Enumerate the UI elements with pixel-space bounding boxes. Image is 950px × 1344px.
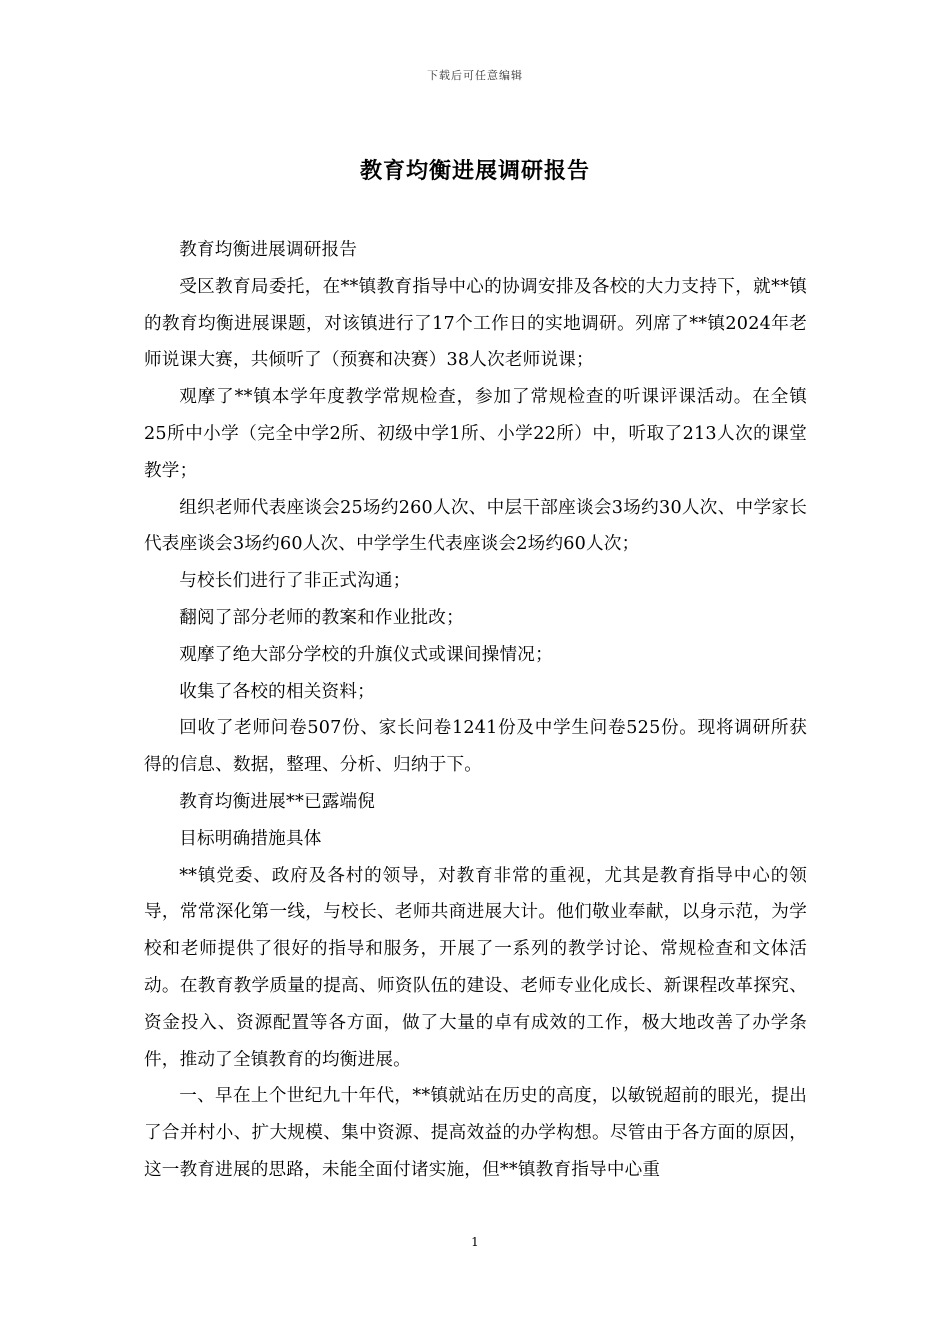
paragraph-leadership: **镇党委、政府及各村的领导，对教育非常的重视，尤其是教育指导中心的领导，常常深化第一线，与校长、老师共商进展大计。他们敬业奉献，以身示范，为学校和老师提供了很好的指导和服务，开展了一系列的教学讨论、常规检查和文体活动。在教育教学质量的提高、师资队伍的建设、老师专业化成长、新课程改革探究、资金投入、资源配置等各方面，做了大量的卓有成效的工作，极大地改善了办学条件，推动了全镇教育的均衡进展。 <box>144 865 807 1070</box>
header-note: 下载后可任意编辑 <box>427 69 523 82</box>
page-number: 1 <box>471 1235 479 1249</box>
document-title: 教育均衡进展调研报告 <box>359 158 590 184</box>
paragraph-observation: 观摩了**镇本学年度教学常规检查，参加了常规检查的听课评课活动。在全镇25所中小学（完全中学2所、初级中学1所、小学22所）中，听取了213人次的课堂教学； <box>144 387 807 481</box>
paragraph-intro: 受区教育局委托，在**镇教育指导中心的协调安排及各校的大力支持下，就**镇的教育均衡进展课题，对该镇进行了17个工作日的实地调研。列席了**镇2024年老师说课大赛，共倾听了（预赛和决赛）38人次老师说课； <box>144 276 807 371</box>
paragraph-questionnaires: 回收了老师问卷507份、家长问卷1241份及中学生问卷525份。现将调研所获得的信息、数据，整理、分析、归纳于下。 <box>144 718 807 776</box>
paragraph-lesson-plans: 翻阅了部分老师的教案和作业批改； <box>179 607 464 628</box>
paragraph-meetings: 组织老师代表座谈会25场约260人次、中层干部座谈会3场约30人次、中学家长代表座谈会3场约60人次、中学学生代表座谈会2场约60人次； <box>144 497 807 555</box>
paragraph-materials: 收集了各校的相关资料； <box>179 681 375 702</box>
paragraph-subtitle: 教育均衡进展调研报告 <box>179 240 358 260</box>
section-heading: 教育均衡进展**已露端倪 <box>179 791 376 812</box>
paragraph-flag-ceremony: 观摩了绝大部分学校的升旗仪式或课间操情况； <box>179 644 553 665</box>
paragraph-history: 一、早在上个世纪九十年代，**镇就站在历史的高度，以敏锐超前的眼光，提出了合并村小、扩大规模、集中资源、提高效益的办学构想。尽管由于各方面的原因，这一教育进展的思路，未能全面付诸实施，但**镇教育指导中心重 <box>144 1086 807 1180</box>
paragraph-communication: 与校长们进行了非正式沟通； <box>179 571 411 592</box>
subsection-heading: 目标明确措施具体 <box>179 828 322 849</box>
document-body <box>144 232 807 1189</box>
